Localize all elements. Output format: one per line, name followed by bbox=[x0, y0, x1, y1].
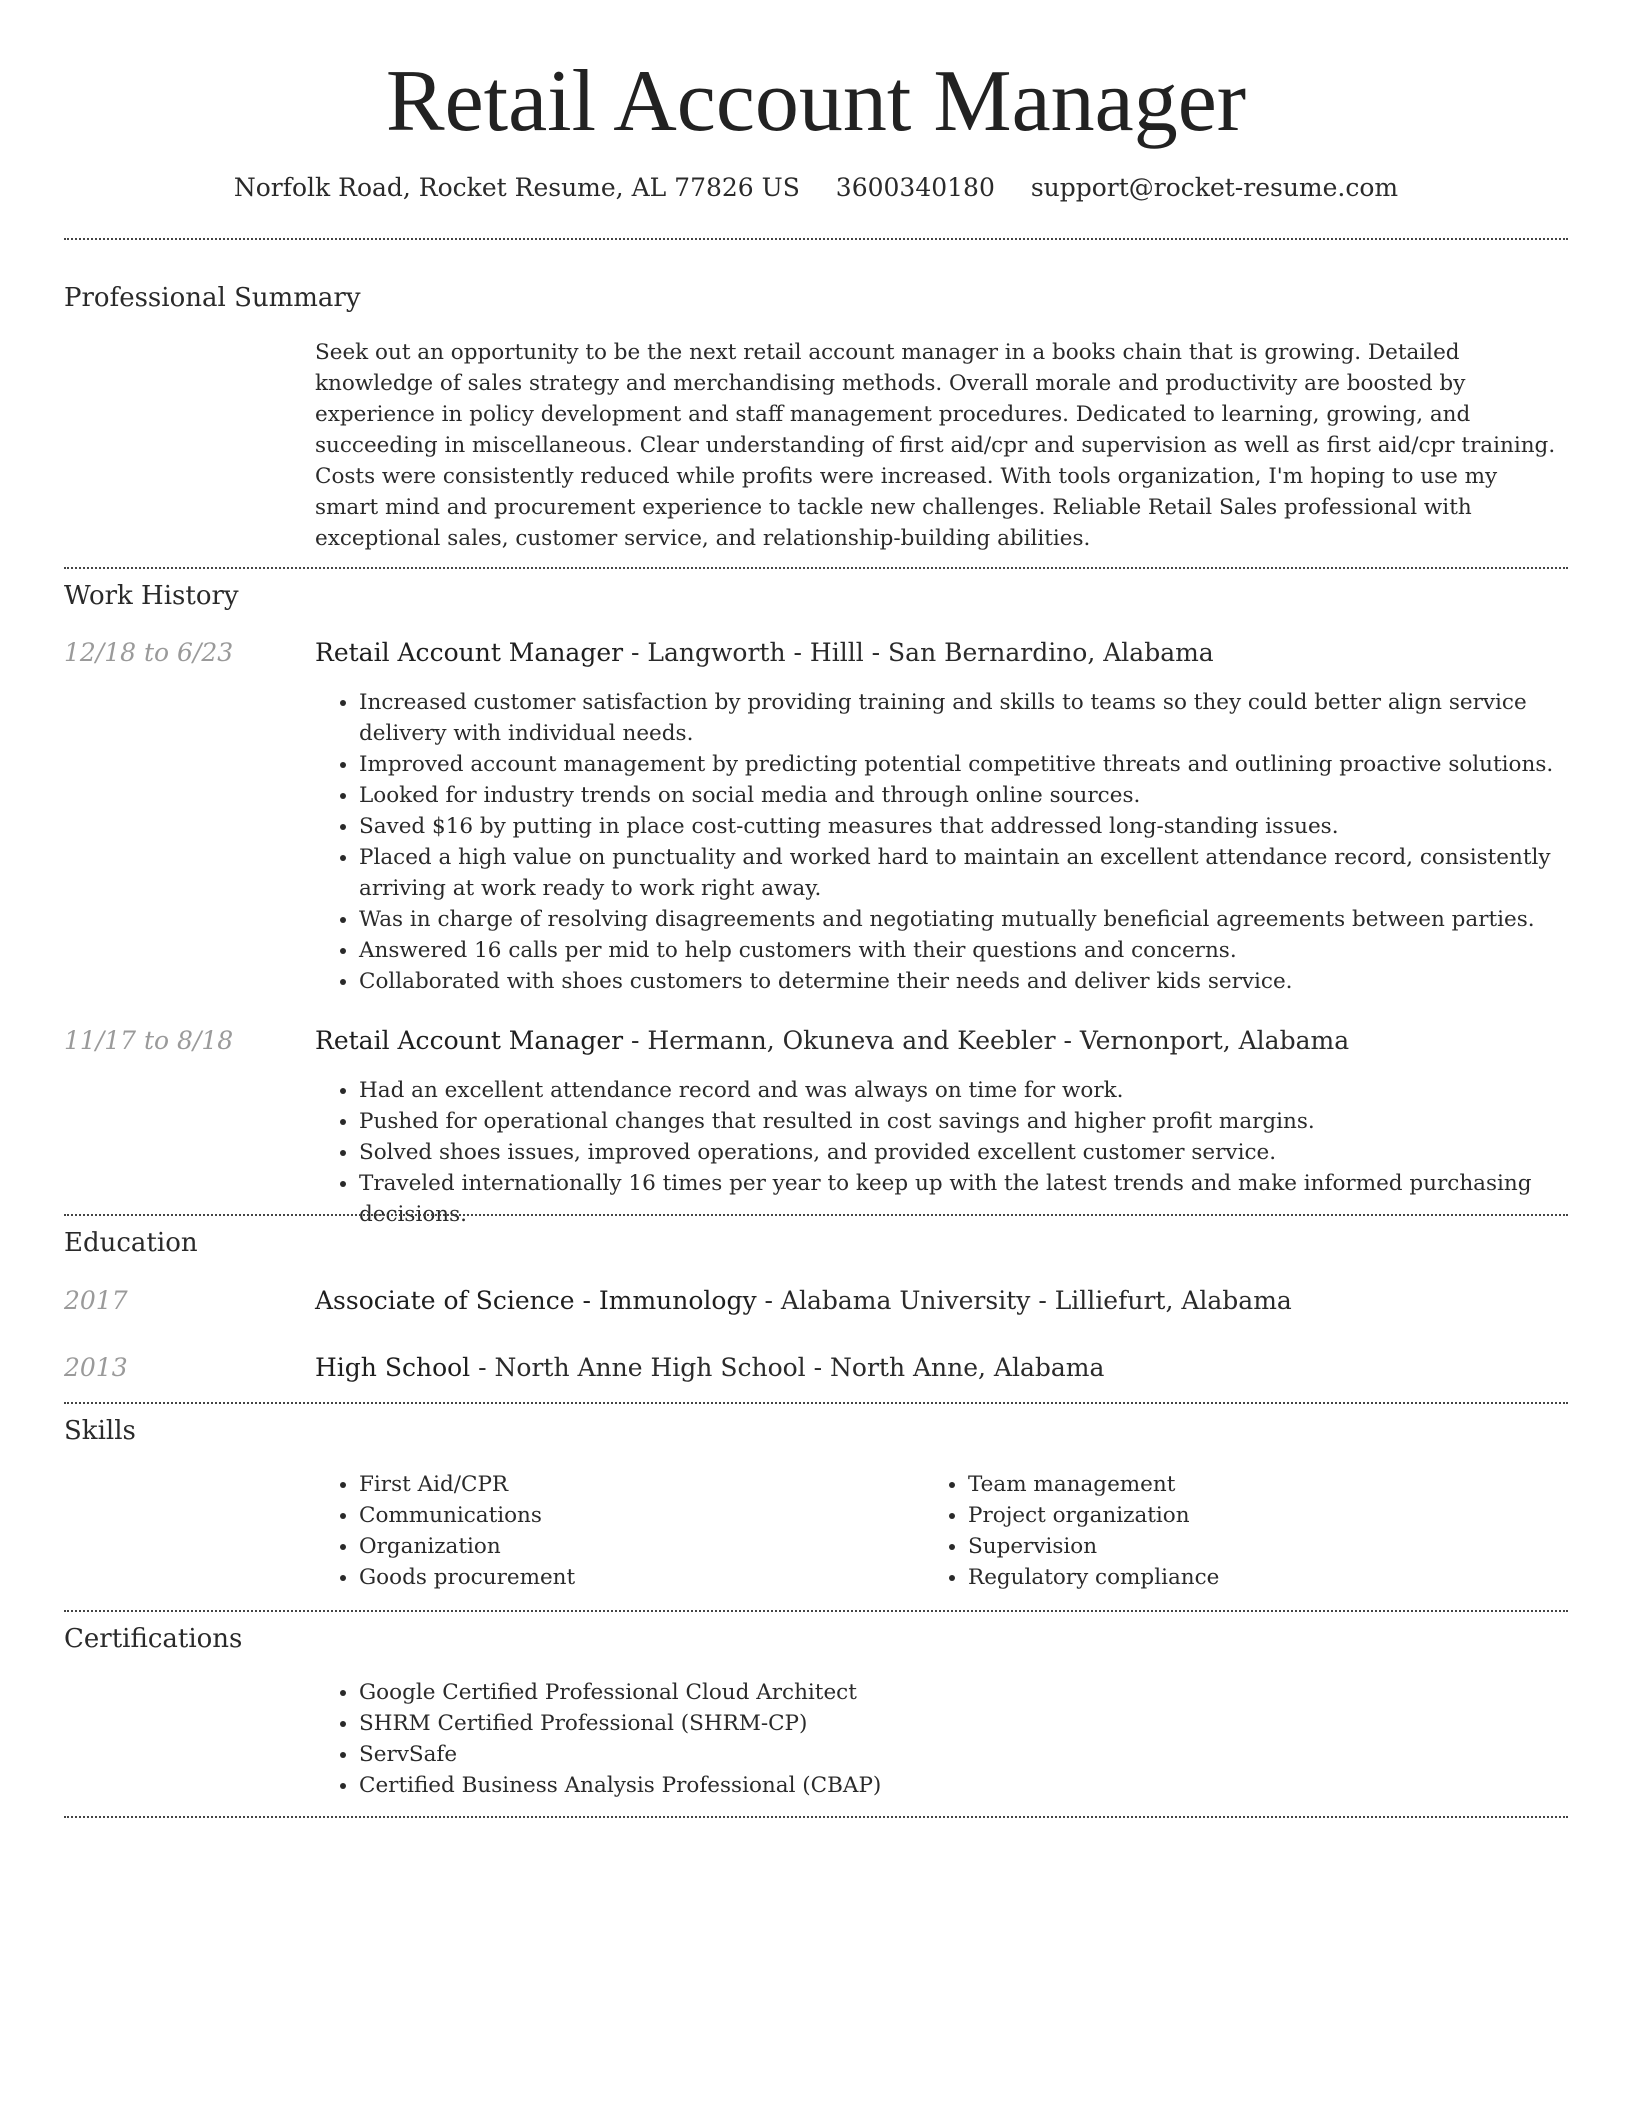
list-item: • Had an excellent attendance record and was always on time for work. bbox=[359, 1075, 1565, 1106]
section-title-education: Education bbox=[64, 1228, 198, 1258]
job-details: - Langworth - Hilll - San Bernardino, Alabama bbox=[623, 638, 1214, 667]
list-item: • Traveled internationally 16 times per year to keep up with the latest trends and make informed purchasing decisions. bbox=[359, 1168, 1565, 1230]
education-entry bbox=[315, 1351, 1104, 1385]
job-role: Retail Account Manager bbox=[315, 638, 624, 667]
list-item: • Was in charge of resolving disagreements and negotiating mutually beneficial agreements between parties. bbox=[359, 904, 1565, 935]
education-degree: High School bbox=[315, 1353, 471, 1382]
list-item: • Certified Business Analysis Professional (CBAP) bbox=[359, 1770, 1559, 1801]
education-entry bbox=[315, 1284, 1292, 1318]
skills-list-left bbox=[315, 1469, 919, 1593]
list-item: • Answered 16 calls per mid to help customers with their questions and concerns. bbox=[359, 935, 1565, 966]
candidate-name: Retail Account Manager bbox=[385, 53, 1247, 150]
job-dates: 11/17 to 8/18 bbox=[64, 1026, 234, 1055]
list-item: • Placed a high value on punctuality and worked hard to maintain an excellent attendance record, consistently arriving at work ready to work right away. bbox=[359, 842, 1565, 904]
divider bbox=[64, 238, 1568, 240]
contact-phone: 3600340180 bbox=[835, 173, 995, 202]
divider bbox=[64, 1214, 1568, 1216]
summary-text: Seek out an opportunity to be the next retail account manager in a books chain that is growing. Detailed knowledge of sales strategy and merchandising methods. Overall morale and productivity are boosted by experience in policy development and staff management procedures. Dedicated to learning, growing, and succeeding in miscellaneous. Clear understanding of first aid/cpr and supervision as well as first aid/cpr training. Costs were consistently reduced while profits were increased. With tools organization, I'm hoping to use my smart mind and procurement experience to tackle new challenges. Reliable Retail Sales professional with exceptional sales, customer service, and relationship-building abilities. bbox=[315, 340, 1556, 551]
education-details: - Alabama University - Lilliefurt, Alabama bbox=[756, 1286, 1292, 1315]
list-item: • Organization bbox=[359, 1531, 919, 1562]
list-item: • Supervision bbox=[968, 1531, 1568, 1562]
skills-list-right bbox=[924, 1469, 1568, 1593]
list-item: • ServSafe bbox=[359, 1739, 1559, 1770]
contact-line bbox=[0, 170, 1632, 206]
list-item: • First Aid/CPR bbox=[359, 1469, 919, 1500]
list-item: • Looked for industry trends on social media and through online sources. bbox=[359, 780, 1565, 811]
section-title-work: Work History bbox=[64, 581, 239, 611]
list-item: • Collaborated with shoes customers to determine their needs and deliver kids service. bbox=[359, 966, 1565, 997]
list-item: • Saved $16 by putting in place cost-cutting measures that addressed long-standing issues. bbox=[359, 811, 1565, 842]
job-role: Retail Account Manager bbox=[315, 1026, 624, 1055]
list-item: • Project organization bbox=[968, 1500, 1568, 1531]
list-item: • Pushed for operational changes that resulted in cost savings and higher profit margins. bbox=[359, 1106, 1565, 1137]
list-item: • Communications bbox=[359, 1500, 919, 1531]
list-item: • Google Certified Professional Cloud Architect bbox=[359, 1677, 1559, 1708]
list-item: • Improved account management by predicting potential competitive threats and outlining proactive solutions. bbox=[359, 749, 1565, 780]
section-title-summary: Professional Summary bbox=[64, 283, 361, 313]
education-year: 2017 bbox=[64, 1286, 128, 1315]
list-item: • Goods procurement bbox=[359, 1562, 919, 1593]
section-title-skills: Skills bbox=[64, 1416, 136, 1446]
job-dates: 12/18 to 6/23 bbox=[64, 638, 234, 667]
section-title-certifications: Certifications bbox=[64, 1624, 243, 1654]
list-item: • Increased customer satisfaction by providing training and skills to teams so they could better align service delivery with individual needs. bbox=[359, 687, 1565, 749]
list-item: • Team management bbox=[968, 1469, 1568, 1500]
job-bullets bbox=[315, 687, 1565, 997]
job-title bbox=[315, 636, 1214, 670]
divider bbox=[64, 1610, 1568, 1612]
education-details: - North Anne High School - North Anne, Alabama bbox=[470, 1353, 1105, 1382]
contact-email: support@rocket-resume.com bbox=[1030, 173, 1399, 202]
list-item: • Regulatory compliance bbox=[968, 1562, 1568, 1593]
education-year: 2013 bbox=[64, 1353, 128, 1382]
divider bbox=[64, 567, 1568, 569]
job-details: - Hermann, Okuneva and Keebler - Vernonport, Alabama bbox=[623, 1026, 1350, 1055]
divider bbox=[64, 1816, 1568, 1818]
certifications-list bbox=[315, 1677, 1559, 1801]
job-title bbox=[315, 1024, 1349, 1058]
job-bullets bbox=[315, 1075, 1565, 1230]
contact-address: Norfolk Road, Rocket Resume, AL 77826 US bbox=[233, 173, 800, 202]
education-degree: Associate of Science - Immunology bbox=[315, 1286, 757, 1315]
list-item: • Solved shoes issues, improved operations, and provided excellent customer service. bbox=[359, 1137, 1565, 1168]
list-item: • SHRM Certified Professional (SHRM-CP) bbox=[359, 1708, 1559, 1739]
divider bbox=[64, 1402, 1568, 1404]
